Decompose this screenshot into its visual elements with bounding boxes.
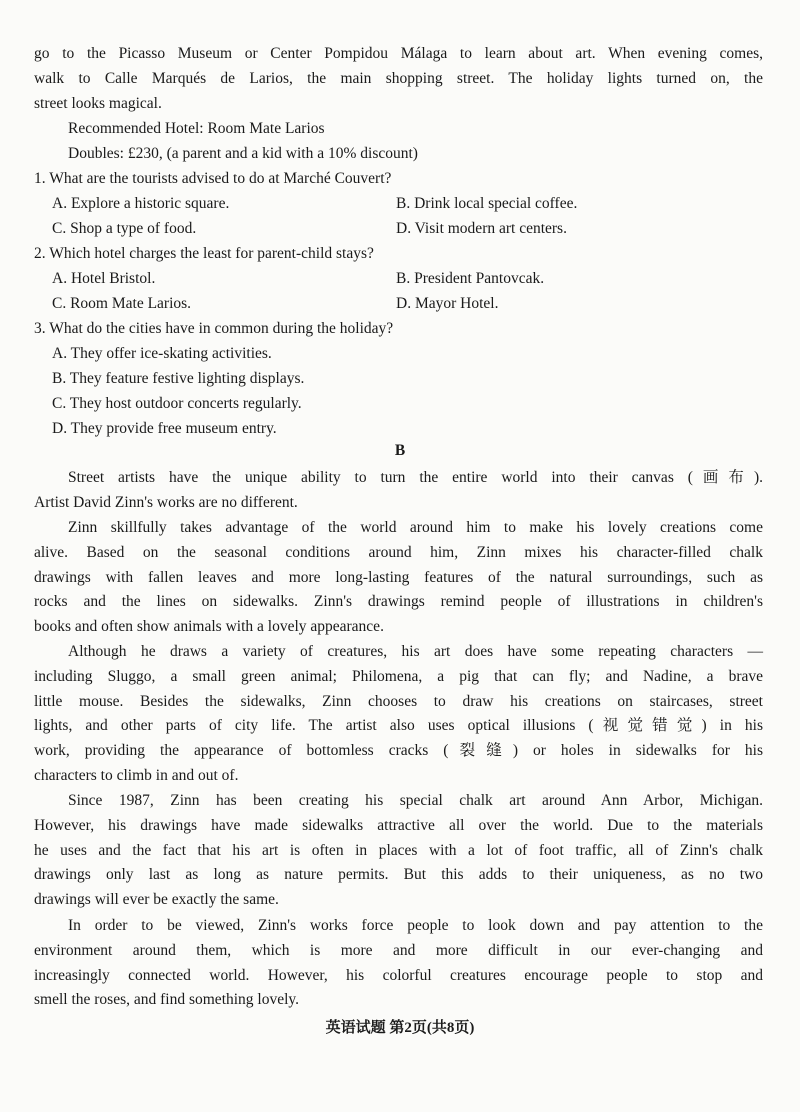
passage-line: However, his drawings have made sidewalks attractive all over the world. Due to the materials — [34, 816, 763, 834]
question-3-option-a: A. They offer ice-skating activities. — [52, 345, 272, 362]
question-2-option-a: A. Hotel Bristol. — [52, 270, 156, 287]
question-2-option-d: D. Mayor Hotel. — [396, 295, 499, 312]
question-1-option-c: C. Shop a type of food. — [52, 220, 197, 237]
question-1-stem: 1. What are the tourists advised to do at Marché Couvert? — [34, 170, 392, 187]
question-2-option-c: C. Room Mate Larios. — [52, 295, 192, 312]
question-1-option-b: B. Drink local special coffee. — [396, 195, 578, 212]
question-1-option-d: D. Visit modern art centers. — [396, 220, 567, 237]
passage-line: books and often show animals with a lovely appearance. — [34, 618, 384, 636]
passage-line: In order to be viewed, Zinn's works force people to look down and pay attention to the — [68, 917, 763, 934]
passage-line: Artist David Zinn's works are no different. — [34, 493, 298, 511]
hotel-price: Doubles: £230, (a parent and a kid with a 10% discount) — [68, 145, 418, 162]
passage-line: drawings will ever be exactly the same. — [34, 891, 279, 909]
question-3-stem: 3. What do the cities have in common during the holiday? — [34, 320, 394, 337]
passage-paragraph-3 — [34, 640, 763, 789]
passage-line: alive. Based on the seasonal conditions around him, Zinn mixes his character-filled chalk — [34, 543, 763, 561]
question-2-option-b: B. President Pantovcak. — [396, 270, 545, 287]
passage-line: drawings only last as long as nature permits. But this adds to their uniqueness, as no two — [34, 866, 763, 884]
passage-line: Since 1987, Zinn has been creating his special chalk art around Ann Arbor, Michigan. — [68, 792, 763, 809]
passage-line: increasingly connected world. However, his colorful creatures encourage people to stop and — [34, 966, 763, 984]
passage-line: drawings with fallen leaves and more long-lasting features of the natural surroundings, such as — [34, 568, 763, 586]
passage-line: Zinn skillfully takes advantage of the world around him to make his lovely creations come — [68, 519, 763, 536]
question-1-option-a: A. Explore a historic square. — [52, 195, 230, 212]
passage-paragraph-5 — [34, 914, 763, 1013]
passage-line: characters to climb in and out of. — [34, 766, 239, 784]
intro-paragraph — [34, 42, 763, 116]
intro-line: walk to Calle Marqués de Larios, the main shopping street. The holiday lights turned on, the — [34, 69, 763, 87]
passage-line: environment around them, which is more and more difficult in our ever-changing and — [34, 941, 763, 959]
passage-paragraph-1 — [34, 466, 763, 516]
passage-line: including Sluggo, a small green animal; Philomena, a pig that can fly; and Nadine, a brave — [34, 667, 763, 685]
passage-line: work, providing the appearance of bottomless cracks (裂缝) or holes in sidewalks for his — [34, 742, 763, 760]
passage-paragraph-2 — [34, 516, 763, 640]
question-2-stem: 2. Which hotel charges the least for parent-child stays? — [34, 245, 374, 262]
passage-line: he uses and the fact that his art is often in places with a lot of foot traffic, all of Zinn's chalk — [34, 841, 763, 859]
question-3-option-c: C. They host outdoor concerts regularly. — [52, 395, 302, 412]
question-3-option-b: B. They feature festive lighting displays. — [52, 370, 305, 387]
section-b-title: B — [394, 442, 406, 459]
passage-line: Street artists have the unique ability to turn the entire world into their canvas (画布). — [68, 469, 763, 486]
passage-paragraph-4 — [34, 789, 763, 913]
question-3-option-d: D. They provide free museum entry. — [52, 420, 277, 437]
passage-line: rocks and the lines on sidewalks. Zinn's drawings remind people of illustrations in children's — [34, 593, 763, 611]
page-footer: 英语试题 第2页(共8页) — [325, 1020, 475, 1036]
intro-line: street looks magical. — [34, 94, 162, 112]
passage-line: Although he draws a variety of creatures, his art does have some repeating characters — — [68, 643, 763, 660]
passage-line: little mouse. Besides the sidewalks, Zinn chooses to draw his creations on staircases, street — [34, 692, 763, 710]
recommended-hotel: Recommended Hotel: Room Mate Larios — [68, 120, 325, 137]
passage-line: smell the roses, and find something lovely. — [34, 991, 300, 1009]
passage-line: lights, and other parts of city life. The artist also uses optical illusions (视觉错觉) in his — [34, 717, 763, 735]
intro-line: go to the Picasso Museum or Center Pompidou Málaga to learn about art. When evening comes, — [34, 45, 763, 62]
